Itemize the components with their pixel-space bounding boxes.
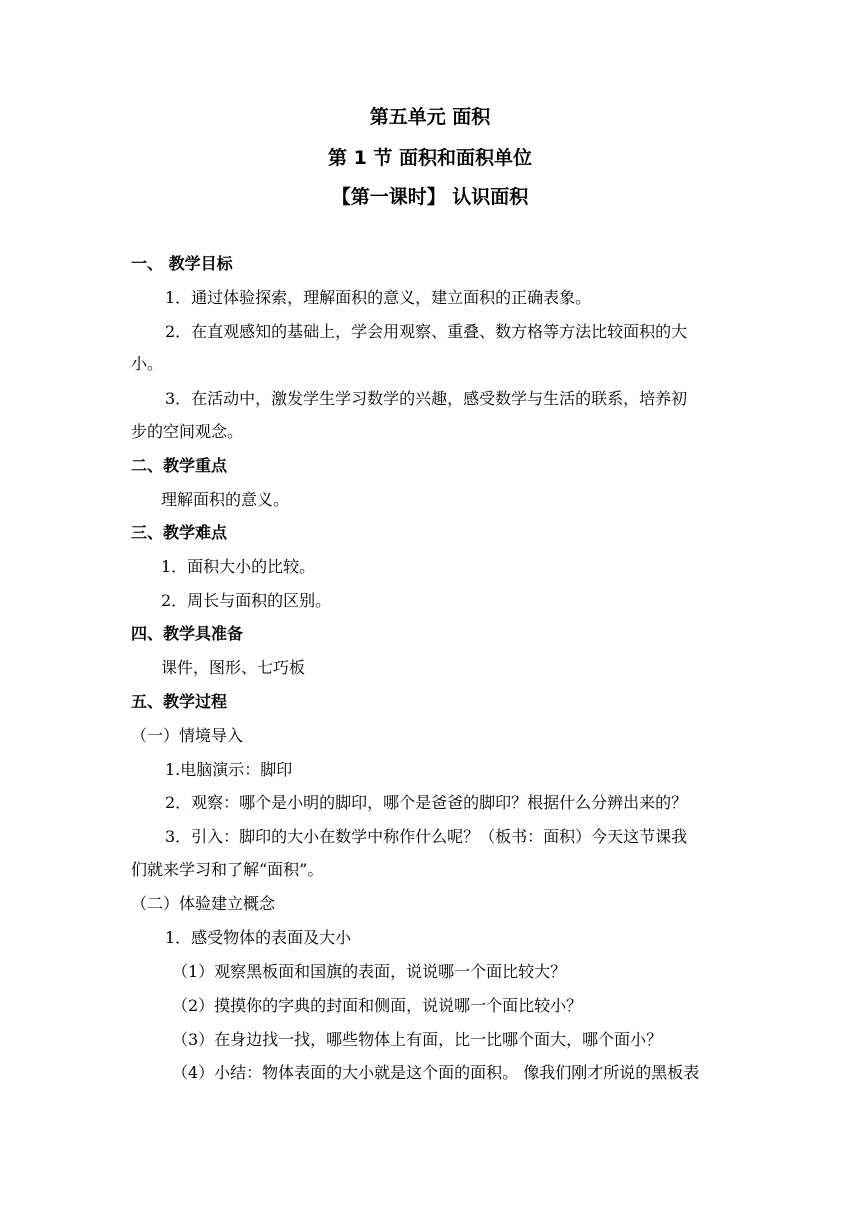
process-part-2-title: （二）体验建立概念	[131, 894, 276, 913]
process-part-2-sub-4: （4）小结：物体表面的大小就是这个面的面积。 像我们刚才所说的黑板表	[172, 1063, 700, 1082]
process-heading: 五、教学过程	[131, 692, 228, 711]
process-part-1-item-3-line-1: 3．引入：脚印的大小在数学中称作什么呢？（板书：面积）今天这节课我	[165, 827, 688, 846]
process-part-1-item-3-line-2: 们就来学习和了解“面积”。	[131, 860, 324, 879]
process-part-2-sub-1: （1）观察黑板面和国旗的表面，说说哪一个面比较大？	[172, 962, 567, 981]
key-points-item-1: 理解面积的意义。	[161, 490, 290, 509]
goals-item-1: 1．通过体验探索，理解面积的意义，建立面积的正确表象。	[165, 288, 592, 307]
goals-item-3-line-1: 3．在活动中，激发学生学习数学的兴趣，感受数学与生活的联系，培养初	[165, 389, 688, 408]
difficulties-item-2: 2．周长与面积的区别。	[161, 591, 332, 610]
goals-item-2-line-1: 2．在直观感知的基础上，学会用观察、重叠、数方格等方法比较面积的大	[165, 322, 688, 341]
unit-title: 第五单元 面积	[369, 106, 491, 128]
section-title: 第 1 节 面积和面积单位	[327, 147, 533, 169]
difficulties-heading: 三、教学难点	[131, 523, 228, 542]
goals-heading: 一、 教学目标	[131, 254, 233, 273]
process-part-2-sub-2: （2）摸摸你的字典的封面和侧面，说说哪一个面比较小？	[172, 996, 583, 1015]
process-part-2-sub-3: （3）在身边找一找，哪些物体上有面，比一比哪个面大，哪个面小？	[172, 1030, 663, 1049]
materials-item-1: 课件，图形、七巧板	[161, 658, 306, 677]
process-part-1-item-1: 1.电脑演示：脚印	[165, 760, 293, 779]
lesson-title: 【第一课时】 认识面积	[331, 186, 529, 208]
goals-item-2-line-2: 小。	[131, 354, 164, 373]
goals-item-3-line-2: 步的空间观念。	[131, 422, 244, 441]
difficulties-item-1: 1．面积大小的比较。	[161, 557, 316, 576]
process-part-1-item-2: 2．观察：哪个是小明的脚印，哪个是爸爸的脚印？根据什么分辨出来的？	[165, 793, 688, 812]
key-points-heading: 二、教学重点	[131, 456, 228, 475]
materials-heading: 四、教学具准备	[131, 624, 244, 643]
process-part-1-title: （一）情境导入	[131, 726, 244, 745]
process-part-2-item-1: 1．感受物体的表面及大小	[165, 928, 352, 947]
